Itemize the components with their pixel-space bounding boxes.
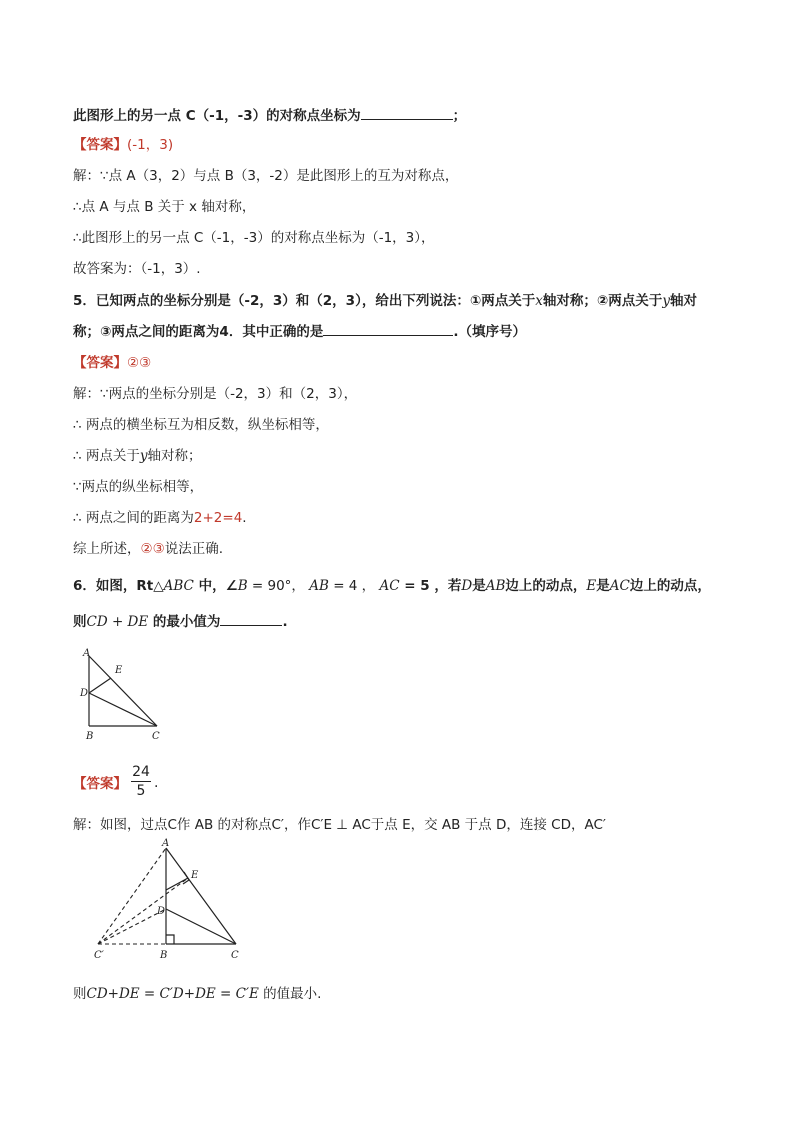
q6-s-c: = 90°，	[247, 578, 310, 594]
label-e: E	[115, 665, 123, 676]
q4-sol1-post: 是此图形上的互为对称点，	[296, 168, 459, 184]
q6-s2-expr: CD + DE	[86, 614, 149, 630]
q6-s-AB: AB	[309, 578, 329, 594]
q6-s2-b: 的最小值为	[148, 614, 221, 630]
q4-sol1-pre: 解：∵点 A（3，2）与点 B（3，-2）	[73, 168, 297, 184]
q5-sol3-post: 轴对称；	[147, 448, 202, 464]
segment-acprime	[98, 848, 166, 944]
q5-solution-line-3	[73, 446, 202, 466]
q5-answer-value: ②③	[127, 355, 152, 371]
q5-sol6-post: 说法正确.	[164, 541, 224, 557]
q6-s-abc: ABC	[163, 578, 194, 594]
label-c: C	[231, 950, 239, 961]
q5-stem-line-1	[73, 291, 697, 311]
label-c-prime: C′	[94, 950, 104, 961]
q5-solution-line-6	[73, 539, 223, 559]
label-c: C	[152, 731, 160, 742]
q6-answer	[73, 774, 127, 794]
q5-stem2-pre: 称；③两点之间的距离为4．其中正确的是	[73, 324, 324, 340]
q4-solution-line-2: ∴点 A 与点 B 关于 x 轴对称，	[73, 199, 256, 215]
q6-s-E: E	[586, 578, 597, 594]
label-d: D	[80, 688, 89, 699]
q6-s2-post: .	[282, 614, 288, 630]
segment-ac	[89, 656, 157, 726]
q5-sol3-pre: ∴ 两点关于	[73, 448, 140, 464]
q6-s-AC: AC	[379, 578, 400, 594]
segment-cprime-e	[98, 878, 188, 944]
fraction-numerator: 24	[132, 764, 150, 780]
label-b: B	[86, 731, 94, 742]
q6-reflection-figure	[90, 838, 250, 970]
q4-answer	[73, 135, 173, 155]
label-d: D	[157, 906, 166, 917]
q6-s-f: 是	[472, 578, 486, 594]
q6-s-D: D	[461, 578, 473, 594]
segment-dc	[89, 693, 157, 726]
q5-solution-line-1: 解：∵两点的坐标分别是（-2，3）和（2，3），	[73, 386, 358, 402]
segment-dc	[166, 909, 236, 944]
q5-sol5-post: .	[242, 510, 247, 526]
label-a: A	[83, 648, 91, 659]
q5-sol5-pre: ∴ 两点之间的距离为	[73, 510, 194, 526]
q6-solution-line-2	[73, 984, 321, 1004]
answer-tag: 【答案】	[73, 355, 127, 371]
q6-s-d: = 4 ，	[328, 578, 380, 594]
q5-sol5-val: 2+2=4	[193, 510, 243, 526]
q6-s-a: 6．如图，Rt△	[73, 578, 164, 594]
q6-s-B: B	[237, 578, 248, 594]
q5-solution-line-2: ∴ 两点的横坐标互为相反数，纵坐标相等，	[73, 417, 329, 433]
right-angle-mark-e	[183, 872, 189, 884]
q4-answer-blank	[361, 105, 453, 120]
q6-s-h: 是	[596, 578, 610, 594]
label-b: B	[160, 950, 168, 961]
q5-stem2-post: .（填序号）	[453, 324, 526, 340]
q6-answer-fraction	[131, 763, 151, 800]
fraction-denominator: 5	[136, 783, 146, 799]
q4-solution-line-1	[73, 166, 458, 186]
q5-stem-line-2	[73, 321, 526, 342]
right-angle-mark-b	[166, 935, 174, 944]
q6-solution-line-1: 解：如图，过点C作 AB 的对称点C′，作C′E ⊥ AC于点 E，交 AB 于点 D，连接 CD，AC′	[73, 817, 606, 833]
segment-cprime-d	[98, 909, 166, 944]
segment-ac	[166, 848, 236, 944]
q6-sol2-expr: CD+DE = C′D+DE = C′E	[86, 986, 259, 1002]
q6-triangle-figure	[78, 645, 168, 745]
q4-answer-value: (-1，3)	[127, 137, 174, 153]
q5-sol6-pre: 综上所述，	[73, 541, 141, 557]
q6-s2-a: 则	[73, 614, 87, 630]
q4-stem-end: ；	[452, 108, 467, 124]
segment-de	[89, 678, 111, 693]
answer-tag: 【答案】	[73, 137, 127, 153]
q6-stem-line-2	[73, 611, 288, 632]
q5-sol6-red: ②③	[140, 541, 165, 557]
q6-answer-period: .	[154, 775, 159, 791]
q5-stem1-x: x	[535, 293, 543, 309]
answer-tag: 【答案】	[73, 776, 127, 792]
q4-stem-text: 此图形上的另一点 C（-1，-3）的对称点坐标为	[73, 108, 361, 124]
q4-stem	[73, 105, 466, 126]
q5-answer-blank	[323, 321, 453, 336]
q6-s-AC2: AC	[609, 578, 630, 594]
q5-stem1-y: y	[662, 293, 670, 309]
q6-stem-line-1	[73, 576, 711, 596]
q6-s-b: 中，∠	[193, 578, 238, 594]
q4-solution-line-3: ∴此图形上的另一点 C（-1，-3）的对称点坐标为（-1，3），	[73, 230, 435, 246]
q4-solution-line-4: 故答案为：（-1，3）.	[73, 261, 201, 277]
q6-sol2-post: 的值最小.	[258, 986, 322, 1002]
label-e: E	[191, 870, 199, 881]
q5-answer	[73, 353, 151, 373]
q5-stem1-b: 轴对称；②两点关于	[542, 293, 663, 309]
q5-stem1-a: 5．已知两点的坐标分别是（-2，3）和（2，3），给出下列说法：①两点关于	[73, 293, 536, 309]
q6-s-i: 边上的动点，	[629, 578, 711, 594]
q5-solution-line-5	[73, 508, 247, 528]
q5-solution-line-4: ∵两点的纵坐标相等，	[73, 479, 204, 495]
q6-s-AB2: AB	[485, 578, 506, 594]
q5-stem1-c: 轴对	[669, 293, 697, 309]
q6-s-e: = 5 ，若	[399, 578, 462, 594]
q6-sol2-pre: 则	[73, 986, 87, 1002]
q5-sol3-y: y	[139, 448, 148, 464]
q6-answer-blank	[220, 611, 282, 626]
q6-s-g: 边上的动点，	[505, 578, 587, 594]
label-a: A	[162, 838, 170, 849]
